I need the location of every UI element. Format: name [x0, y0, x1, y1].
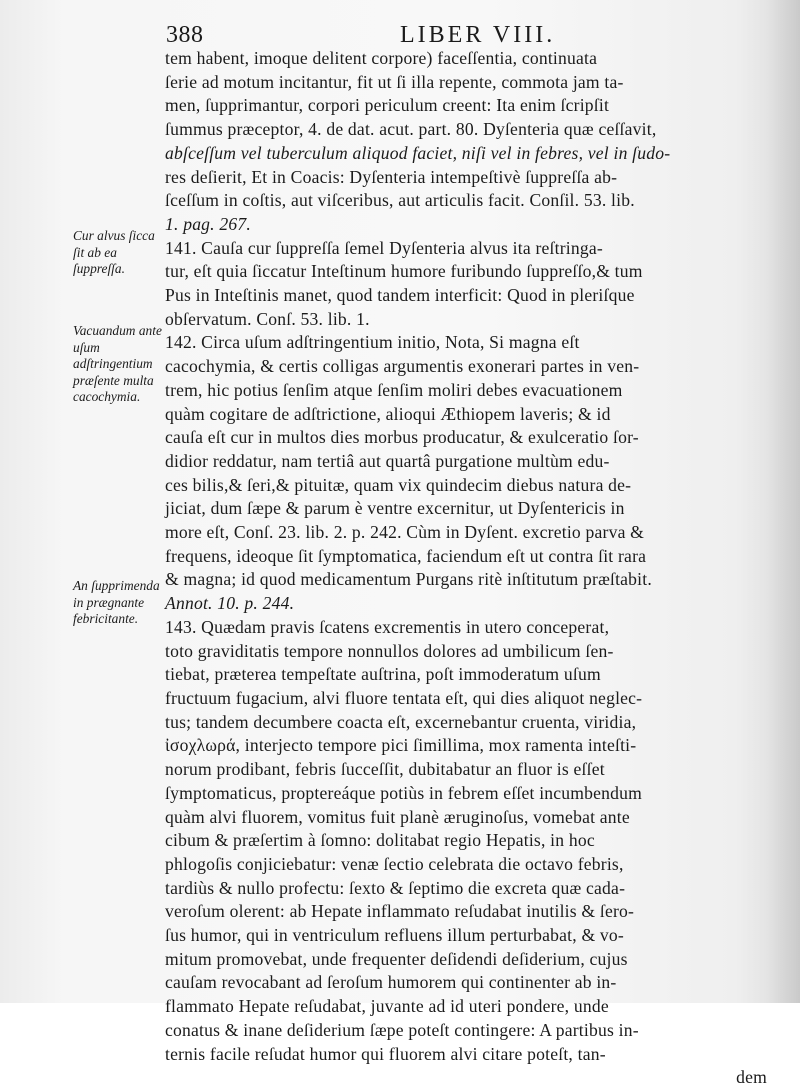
text-line: phlogoſis conjiciebatur: venæ ſectio celebrata die octavo febris, — [165, 853, 624, 874]
page-number: 388 — [166, 22, 204, 48]
margin-note-3: An ſupprimenda in prægnante febricitante. — [73, 578, 160, 626]
text-line: cibum & præſertim à ſomno: dolitabat regio Hepatis, in hoc — [165, 830, 595, 851]
text-line: norum prodibant, febris ſucceſſit, dubitabatur an fluor is eſſet — [165, 759, 605, 780]
text-line: quàm cogitare de adſtrictione, alioqui Æthiopem laveris; & id — [165, 403, 611, 424]
text-line: didior reddatur, nam tertiâ aut quartâ purgatione multùm edu- — [165, 450, 610, 471]
text-line: jiciat, dum ſæpe & parum è ventre excernitur, ut Dyſentericis in — [165, 498, 625, 519]
text-line: more eſt, Conſ. 23. lib. 2. p. 242. Cùm in Dyſent. excretio parva & — [165, 522, 645, 543]
text-line: flammato Hepate reſudabat, juvante ad id uteri pondere, unde — [165, 996, 609, 1017]
text-line: obſervatum. Conſ. 53. lib. 1. — [165, 308, 370, 329]
text-line: tiebat, præterea tempeſtate auſtrina, poſt immoderatum uſum — [165, 664, 601, 685]
text-line: & magna; id quod medicamentum Purgans ritè inſtitutum præſtabit. — [165, 569, 652, 590]
text-line: res deſierit, Et in Coacis: Dyſenteria intempeſtivè ſuppreſſa ab- — [165, 166, 618, 187]
text-line: ſus humor, qui in ventriculum refluens illum perturbabat, & vo- — [165, 925, 624, 946]
text-line: cauſa eſt cur in multos dies morbus producatur, & exulceratio ſor- — [165, 427, 639, 448]
text-line: tardiùs & nullo profectu: ſexto & ſeptimo die excreta quæ cada- — [165, 877, 626, 898]
text-line: fructuum fugacium, alvi fluore tentata eſt, qui dies aliquot neglec- — [165, 687, 643, 708]
text-line: trem, hic potius ſenſim atque ſenſim moliri debes evacuationem — [165, 379, 623, 400]
text-line: ſymptomaticus, proptereáque potiùs in febrem eſſet incumbendum — [165, 782, 643, 803]
text-line: 1. pag. 267. — [165, 213, 251, 234]
text-line: ſceſſum in coſtis, aut viſceribus, aut articulis facit. Conſil. 53. lib. — [165, 190, 635, 211]
text-line: conatus & inane deſiderium ſæpe poteſt contingere: A partibus in- — [165, 1019, 639, 1040]
text-line: cacochymia, & certis colligas argumentis exonerari partes in ven- — [165, 356, 640, 377]
text-line: tur, eſt quia ſiccatur Inteſtinum humore furibundo ſuppreſſo,& tum — [165, 261, 643, 282]
text-line: tem habent, imoque delitent corpore) faceſſentia, continuata — [165, 48, 598, 68]
text-line: frequens, ideoque ſit ſymptomatica, faciendum eſt ut contra ſit rara — [165, 545, 647, 566]
margin-note-2: Vacuandum ante uſum adſtringentium præſente multa cacochymia. — [73, 323, 162, 404]
text-line: veroſum olerent: ab Hepate inflammato reſudabat inutilis & ſero- — [165, 901, 635, 922]
text-line: cauſam revocabant ad ſeroſum humorem qui continenter ab in- — [165, 972, 617, 993]
catchword: dem — [736, 1067, 767, 1088]
body-text — [165, 47, 767, 1090]
text-line: ſerie ad motum incitantur, fit ut ſi illa repente, commota jam ta- — [165, 71, 624, 92]
text-line: toto graviditatis tempore nonnullos dolores ad umbilicum ſen- — [165, 640, 614, 661]
text-line: ternis facile reſudat humor qui fluorem alvi citare poteſt, tan- — [165, 1043, 606, 1064]
page-edge-shading — [766, 0, 800, 1003]
text-line: ſummus præceptor, 4. de dat. acut. part. 80. Dyſenteria quæ ceſſavit, — [165, 119, 657, 140]
paragraph-143-start: 143. Quædam pravis ſcatens excrementis in utero conceperat, — [165, 616, 610, 637]
paragraph-142-start: 142. Circa uſum adſtringentium initio, Nota, Si magna eſt — [165, 332, 580, 353]
text-line: Annot. 10. p. 244. — [165, 593, 295, 614]
text-line: ces bilis,& ſeri,& pituitæ, quam vix quindecim diebus natura de- — [165, 474, 632, 495]
text-line: Pus in Inteſtinis manet, quod tandem interficit: Quod in pleriſque — [165, 285, 635, 306]
text-line: men, ſupprimantur, corpori periculum creent: Ita enim ſcripſit — [165, 95, 610, 116]
paragraph-141-start: 141. Cauſa cur ſuppreſſa ſemel Dyſenteria alvus ita reſtringa- — [165, 237, 603, 258]
margin-note-1: Cur alvus ſicca ſit ab ea ſuppreſſa. — [73, 228, 155, 276]
running-head: LIBER VIII. — [400, 22, 556, 48]
text-line: ἰσοχλωρά, interjecto tempore pici ſimillima, mox ramenta inteſti- — [165, 735, 637, 756]
text-line: quàm alvi fluorem, vomitus fuit planè æruginoſus, vomebat ante — [165, 806, 630, 827]
text-line: abſceſſum vel tuberculum aliquod faciet, niſi vel in febres, vel in ſudo- — [165, 142, 671, 163]
text-line: mitum promovebat, unde frequenter deſidendi deſiderium, cujus — [165, 948, 628, 969]
text-line: tus; tandem decumbere coacta eſt, excernebantur cruenta, viridia, — [165, 711, 637, 732]
